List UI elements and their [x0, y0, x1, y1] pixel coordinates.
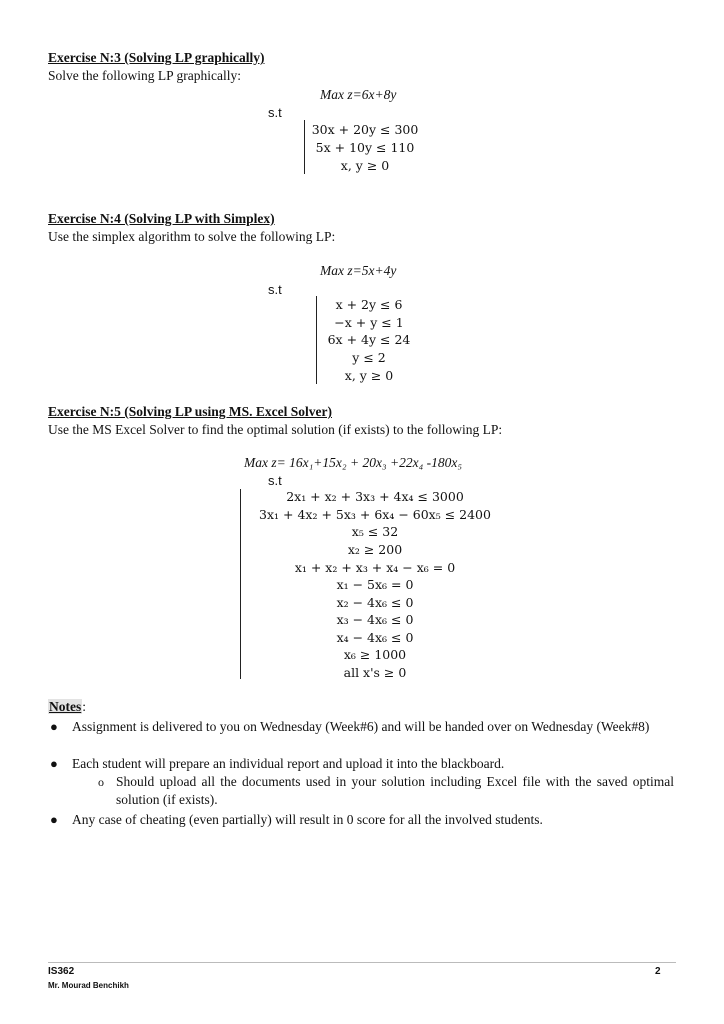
exercise-4-instruction: Use the simplex algorithm to solve the following LP: — [48, 229, 336, 244]
footer-course: IS362 — [48, 966, 75, 977]
notes-bullet-1-text: Assignment is delivered to you on Wednesday (Week#6) and will be handed over on Wednesday (Week#8) — [72, 719, 650, 734]
footer-divider — [48, 962, 676, 963]
exercise-5-st-label: s.t — [268, 473, 282, 488]
exercise-3-brace — [304, 120, 305, 174]
notes-subbullet — [98, 773, 674, 809]
exercise-5-heading: Exercise N:5 (Solving LP using MS. Excel Solver) — [48, 404, 332, 419]
exercise-5-constraint: x₅ ≤ 32 — [351, 524, 399, 539]
notes-bullet-1 — [50, 718, 674, 736]
exercise-4-heading: Exercise N:4 (Solving LP with Simplex) — [48, 211, 275, 226]
exercise-4-constraint: x, y ≥ 0 — [344, 368, 394, 383]
exercise-5-constraint: x₂ ≥ 200 — [347, 542, 403, 557]
exercise-4-constraint: y ≤ 2 — [352, 350, 386, 365]
notes-subbullet-text: Should upload all the documents used in your solution including Excel file with the saved optimal solution (if exists). — [116, 774, 674, 807]
exercise-5-constraint: x₄ − 4x₆ ≤ 0 — [336, 630, 414, 645]
exercise-3-instruction: Solve the following LP graphically: — [48, 68, 241, 83]
exercise-4-constraint: −x + y ≤ 1 — [334, 315, 404, 330]
notes-bullet-2-text: Each student will prepare an individual report and upload it into the blackboard. — [72, 756, 505, 771]
exercise-3-constraint: 30x + 20y ≤ 300 — [311, 122, 419, 137]
exercise-3-constraint: 5x + 10y ≤ 110 — [315, 140, 415, 155]
exercise-5-constraint: x₃ − 4x₆ ≤ 0 — [336, 612, 414, 627]
notes-colon: : — [82, 699, 87, 714]
exercise-3-constraint: x, y ≥ 0 — [340, 158, 390, 173]
notes-bullet-3-text: Any case of cheating (even partially) will result in 0 score for all the involved students. — [72, 812, 543, 827]
exercise-3-objective: Max z=6x+8y — [320, 87, 397, 102]
exercise-5-objective: Max z= 16x₁+15x₂ + 20x₃ +22x₄ -180x₅ — [244, 455, 463, 470]
exercise-5-constraint: 3x₁ + 4x₂ + 5x₃ + 6x₄ − 60x₅ ≤ 2400 — [259, 507, 491, 522]
exercise-5-instruction: Use the MS Excel Solver to find the optimal solution (if exists) to the following LP: — [48, 422, 503, 437]
exercise-5-constraint: x₁ + x₂ + x₃ + x₄ − x₆ = 0 — [294, 560, 456, 575]
exercise-4-constraint: 6x + 4y ≤ 24 — [327, 332, 411, 347]
notes-header — [48, 699, 86, 715]
notes-bullet-2 — [50, 755, 674, 773]
exercise-5-constraint: all x's ≥ 0 — [343, 665, 407, 680]
notes-title: Notes — [49, 699, 82, 714]
bullet-dot-icon: ● — [50, 719, 58, 734]
exercise-4-constraint: x + 2y ≤ 6 — [335, 297, 403, 312]
bullet-dot-icon: ● — [50, 756, 58, 771]
bullet-dot-icon: ● — [50, 812, 58, 827]
exercise-5-constraint: x₂ − 4x₆ ≤ 0 — [336, 595, 414, 610]
notes-bullet-3 — [50, 811, 674, 829]
exercise-5-constraint: 2x₁ + x₂ + 3x₃ + 4x₄ ≤ 3000 — [286, 489, 464, 504]
footer-author: Mr. Mourad Benchikh — [48, 981, 129, 990]
exercise-4-brace — [316, 296, 317, 384]
exercise-4-st-label: s.t — [268, 282, 282, 297]
footer-page-number: 2 — [655, 966, 661, 977]
exercise-3-heading: Exercise N:3 (Solving LP graphically) — [48, 50, 265, 65]
exercise-5-constraint: x₁ − 5x₆ = 0 — [336, 577, 414, 592]
exercise-3-st-label: s.t — [268, 105, 282, 120]
exercise-4-objective: Max z=5x+4y — [320, 263, 397, 278]
bullet-circle-icon: o — [98, 775, 104, 789]
exercise-5-constraint: x₆ ≥ 1000 — [343, 647, 407, 662]
